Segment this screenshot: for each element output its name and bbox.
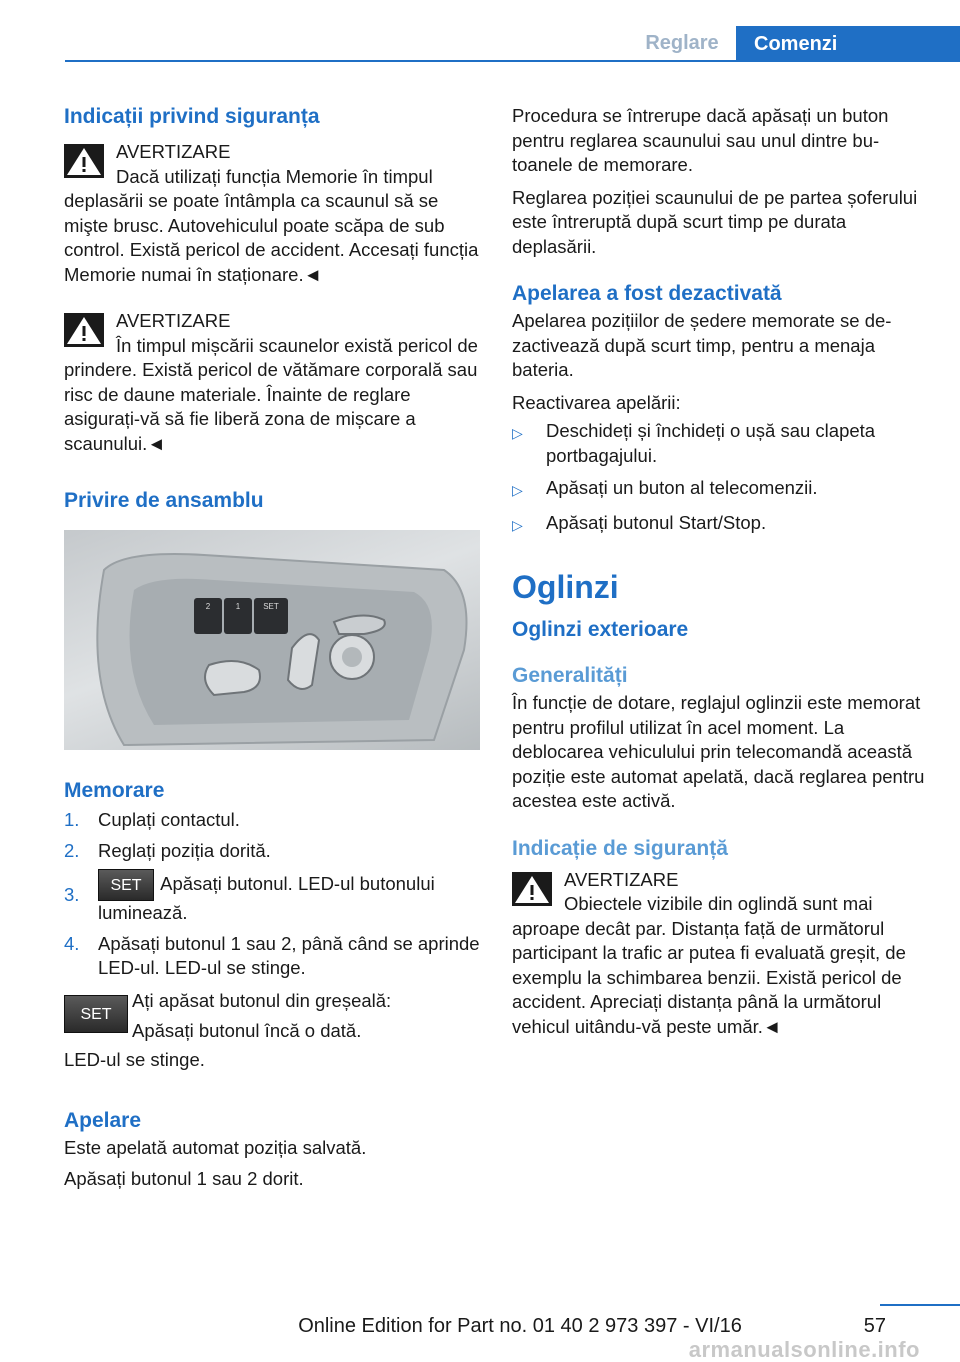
edition-text: Online Edition for Part no. 01 40 2 973 397 - VI/16 bbox=[298, 1315, 742, 1337]
overview-heading: Privire de ansamblu bbox=[64, 489, 264, 512]
list-item: 1. Cuplați contactul. bbox=[64, 809, 240, 830]
bullet-triangle-icon: ▷ bbox=[512, 425, 523, 441]
warning-mirror-distance bbox=[512, 868, 930, 1040]
left-column bbox=[64, 100, 482, 1191]
mistake-note bbox=[64, 989, 482, 1044]
warning-triangle-icon bbox=[64, 144, 104, 178]
paragraph: Apelarea pozițiilor de ședere memorate se dezactivează după scurt timp, pentru a menaja bateria. bbox=[512, 310, 892, 380]
safety-note-heading: Indicație de siguranță bbox=[512, 836, 728, 860]
memorare-steps bbox=[64, 808, 482, 981]
warning-body: Dacă utilizați funcția Memorie în timpul deplasării se poate întâmpla ca scaunul să se mişte brusc. Autovehiculul poate scăpa de sub control. Există pericol de accident. Accesați funcția Memorie numai în staționare.◄ bbox=[64, 165, 479, 285]
apelare-heading: Apelare bbox=[64, 1109, 142, 1132]
paragraph: În funcție de dotare, reglajul oglinzii este memorat pentru profilul utilizat în acel moment. La deblocarea vehiculului prin telecomandă această poziție este automat apelată, dacă reglarea pentru acestea este activă. bbox=[512, 692, 925, 811]
list-item: ▷ Deschideți și închideți o ușă sau clapeta portbagajului. bbox=[512, 419, 930, 468]
warning-title: AVERTIZARE bbox=[564, 868, 679, 890]
warning-triangle-icon bbox=[512, 872, 552, 906]
list-item: ▷ Apăsați un buton al telecomenzii. bbox=[512, 476, 930, 503]
apelare-text: Este apelată automat poziția salvată. bbox=[64, 1137, 367, 1158]
general-heading: Generalități bbox=[512, 664, 628, 687]
exterior-mirrors-heading: Oglinzi exterioare bbox=[512, 618, 689, 641]
list-item: 3. SET Apăsați butonul. LED-ul butonului luminează. bbox=[64, 869, 482, 926]
oglinzi-heading: Oglinzi bbox=[512, 569, 619, 605]
safety-heading: Indicații privind siguranța bbox=[64, 105, 320, 128]
warning-seat-movement bbox=[64, 309, 482, 456]
list-item: ▷ Apăsați butonul Start/Stop. bbox=[512, 511, 930, 538]
watermark: armanualsonline.info bbox=[688, 1337, 920, 1362]
header-divider bbox=[65, 60, 960, 62]
mistake-line: Ați apăsat butonul din greșeală: bbox=[132, 989, 392, 1011]
bullet-triangle-icon: ▷ bbox=[512, 516, 523, 533]
reactivation-list bbox=[512, 419, 930, 537]
warning-body: Obiectele vizibile din oglindă sunt mai aproape decât par. Distanța față de următorul participant la trafic ar putea fi evaluată greșit, de exemplu la schimbarea benzii. Există pericol de accident. Apreciați distanța până la următorul vehicul uitându-vă peste umăr.◄ bbox=[512, 893, 906, 1037]
header-tab-comenzi[interactable]: Comenzi bbox=[736, 26, 960, 62]
reactivation-label: Reactivarea apelării: bbox=[512, 391, 681, 413]
warning-title: AVERTIZARE bbox=[116, 141, 231, 162]
list-item: 4. Apăsați butonul 1 sau 2, până când se aprinde LED-ul. LED-ul se stinge. bbox=[64, 932, 480, 978]
right-column bbox=[512, 100, 930, 1039]
deactivated-heading: Apelarea a fost dezactivată bbox=[512, 282, 782, 305]
page-number: 57 bbox=[863, 1315, 886, 1337]
warning-title: AVERTIZARE bbox=[116, 310, 231, 331]
memorare-heading: Memorare bbox=[64, 779, 165, 802]
memory-button-label: 1 bbox=[235, 602, 241, 611]
memory-button-label: 2 bbox=[205, 602, 211, 611]
memory-button-label: SET bbox=[263, 602, 279, 611]
apelare-text: Apăsați butonul 1 sau 2 dorit. bbox=[64, 1167, 304, 1189]
warning-body: În timpul mișcării scaunelor există pericol de prindere. Există pericol de vătămare corporală sau risc de daune materiale. Înainte de reglare asigurați-vă să fie liberă zona de mișcare a scaunului.◄ bbox=[64, 334, 478, 454]
paragraph: Reglarea poziției scaunului de pe partea șoferului este întreruptă după scurt timp pe durata deplasării. bbox=[512, 186, 918, 257]
warning-triangle-icon bbox=[64, 313, 104, 347]
led-off-text: LED-ul se stinge. bbox=[64, 1048, 205, 1070]
paragraph: Procedura se întrerupe dacă apăsați un buton pentru reglarea scaunului sau unul dintre butoanele de memorare. bbox=[512, 105, 889, 175]
set-button-icon: SET bbox=[98, 869, 154, 901]
header-tab-reglare[interactable]: Reglare bbox=[628, 26, 736, 60]
bullet-triangle-icon: ▷ bbox=[512, 482, 523, 498]
seat-controls-photo bbox=[64, 530, 480, 750]
warning-memory-driving bbox=[64, 140, 482, 287]
set-button-icon: SET bbox=[64, 995, 128, 1033]
mistake-line: Apăsați butonul încă o dată. bbox=[132, 1020, 362, 1041]
footer-divider bbox=[880, 1304, 960, 1306]
list-item: 2. Reglați poziția dorită. bbox=[64, 839, 271, 861]
seat-panel-illustration bbox=[64, 530, 480, 750]
